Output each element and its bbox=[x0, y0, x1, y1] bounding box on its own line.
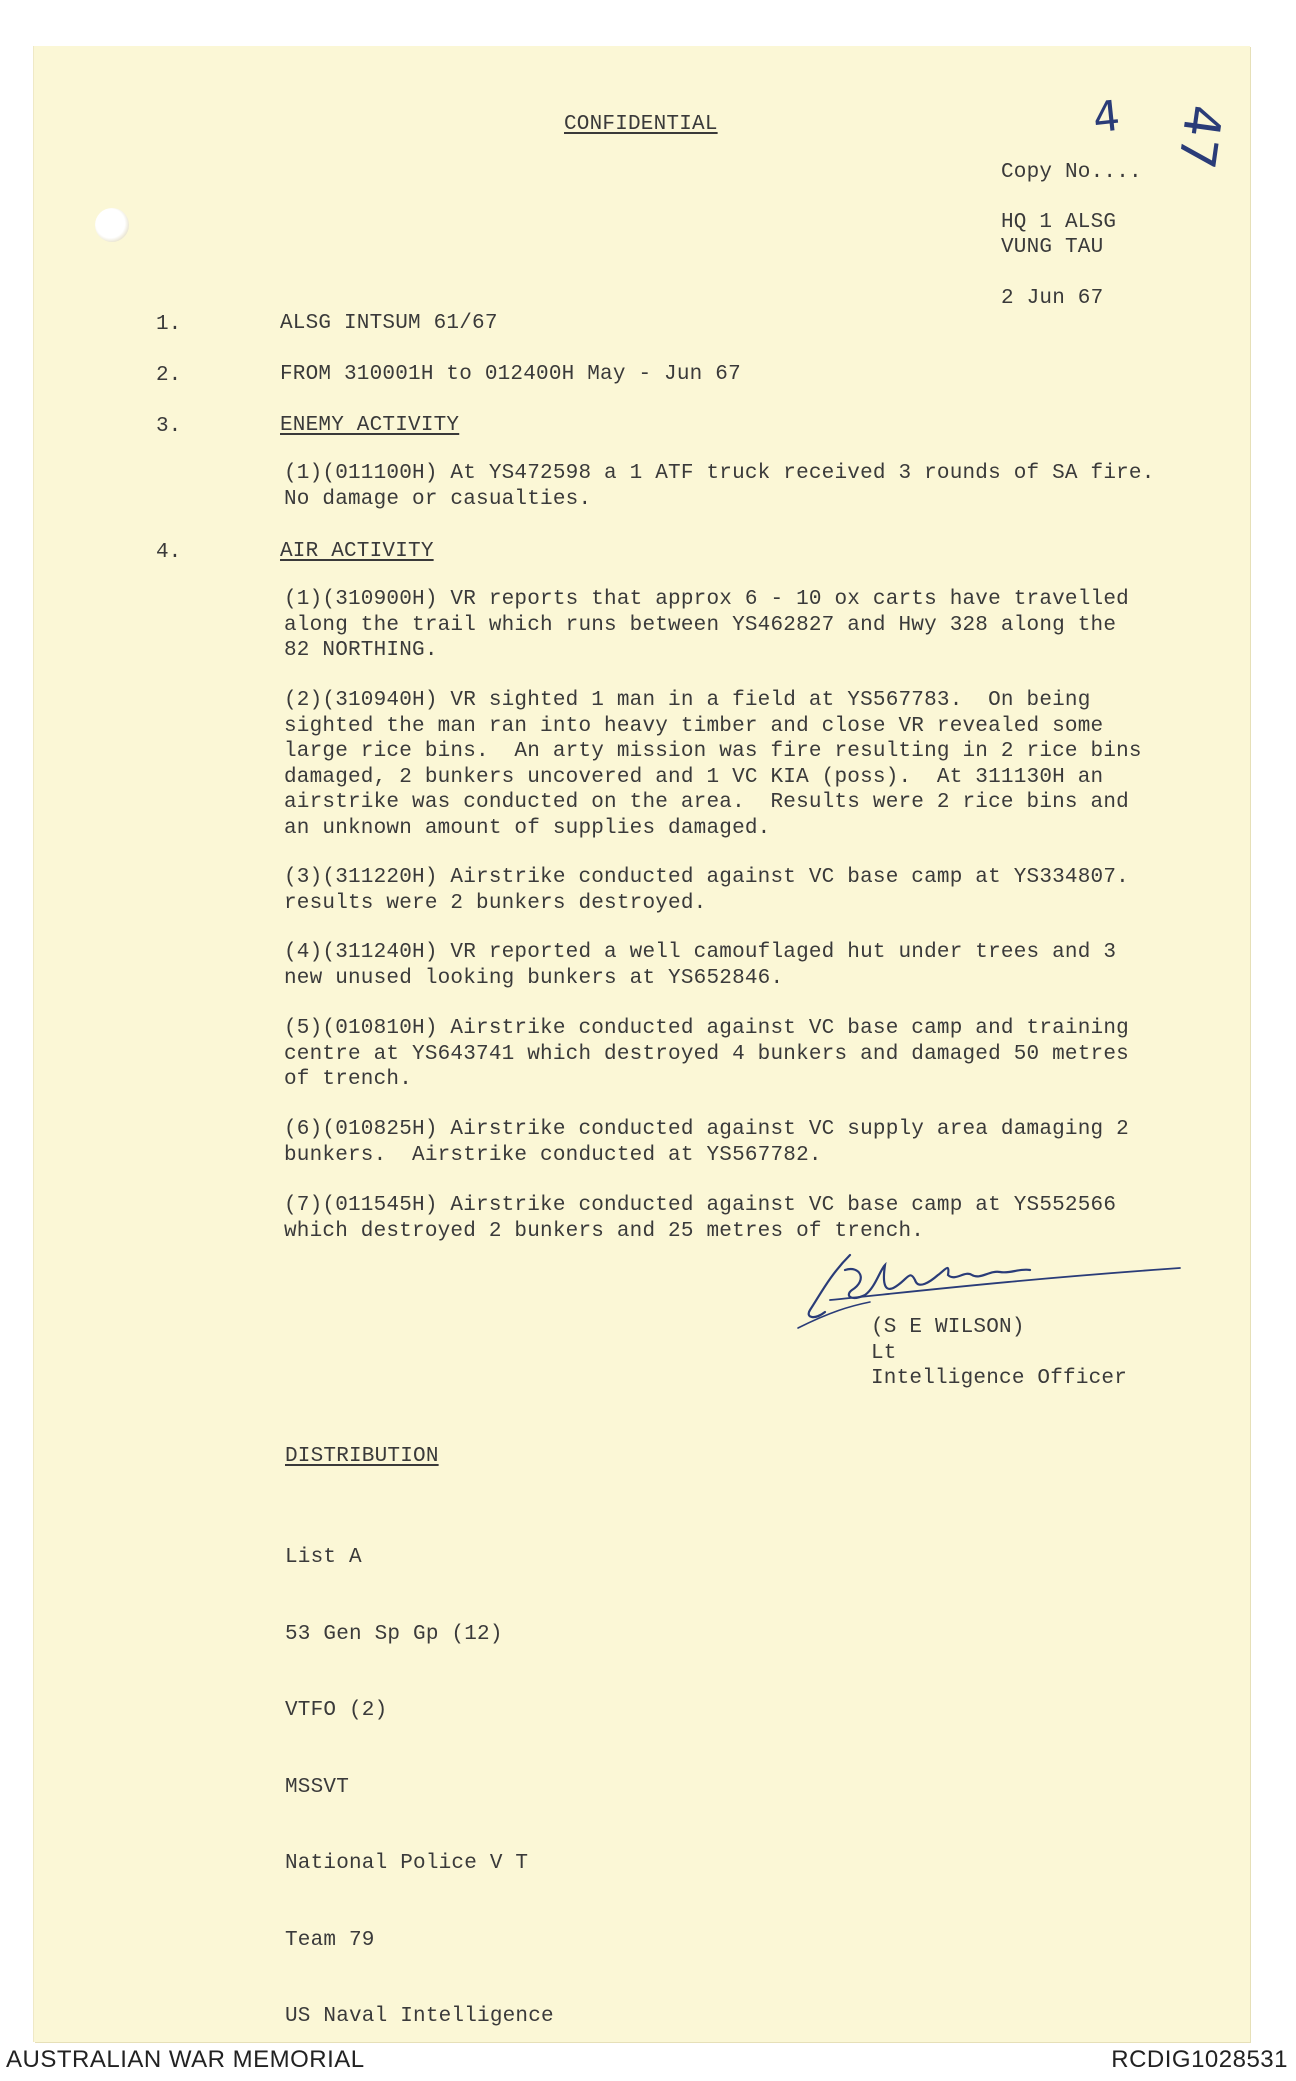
unit-name: HQ 1 ALSG bbox=[1001, 211, 1117, 234]
air-activity-paragraph-4: (4)(311240H) VR reported a well camouflaged hut under trees and 3 new unused looking bunkers at YS652846. bbox=[284, 941, 1117, 990]
archive-record-id: RCDIG1028531 bbox=[1111, 2046, 1288, 2073]
air-activity-heading: AIR ACTIVITY bbox=[280, 540, 434, 563]
signatory-name: (S E WILSON) bbox=[871, 1316, 1025, 1339]
air-activity-paragraph-6: (6)(010825H) Airstrike conducted against VC supply area damaging 2 bunkers. Airstrike conducted at YS567782. bbox=[284, 1118, 1129, 1167]
reporting-period: FROM 310001H to 012400H May - Jun 67 bbox=[280, 363, 741, 386]
air-activity-paragraph-2: (2)(310940H) VR sighted 1 man in a field at YS567783. On being sighted the man ran into heavy timber and close VR revealed some large rice bins. An arty mission was fire resulting in 2 rice bins damaged, 2 bunkers uncovered and 1 VC KIA (poss). At 311130H an airstrike was conducted on the area. Results were 2 rice bins and an unknown amount of supplies damaged. bbox=[284, 689, 1142, 840]
enemy-activity-paragraph-1: (1)(011100H) At YS472598 a 1 ATF truck received 3 rounds of SA fire. No damage or casualties. bbox=[284, 462, 1155, 511]
signatory-title: Intelligence Officer bbox=[871, 1367, 1128, 1390]
intsum-title: ALSG INTSUM 61/67 bbox=[280, 312, 498, 335]
copy-number: Copy No.... bbox=[1001, 161, 1142, 184]
item-number-3: 3. bbox=[156, 415, 182, 438]
signatory-rank: Lt bbox=[871, 1342, 897, 1365]
item-number-1: 1. bbox=[156, 313, 182, 336]
item-number-2: 2. bbox=[156, 364, 182, 387]
distribution-item: List A bbox=[285, 1546, 362, 1569]
document-date: 2 Jun 67 bbox=[1001, 287, 1104, 310]
distribution-item: National Police V T bbox=[285, 1852, 529, 1875]
item-number-4: 4. bbox=[156, 541, 182, 564]
distribution-item: US Naval Intelligence bbox=[285, 2005, 554, 2028]
distribution-item: MSSVT bbox=[285, 1775, 350, 1799]
archive-source-label: AUSTRALIAN WAR MEMORIAL bbox=[6, 2046, 365, 2073]
air-activity-paragraph-1: (1)(310900H) VR reports that approx 6 - 10 ox carts have travelled along the trail which runs between YS462827 and Hwy 328 along the 82 NORTHING. bbox=[284, 588, 1129, 662]
classification-heading: CONFIDENTIAL bbox=[564, 113, 718, 136]
unit-location: VUNG TAU bbox=[1001, 236, 1104, 259]
distribution-list bbox=[285, 1494, 554, 2055]
distribution-heading: DISTRIBUTION bbox=[285, 1445, 439, 1468]
enemy-activity-heading: ENEMY ACTIVITY bbox=[280, 414, 460, 437]
handwritten-copy-number: 4 bbox=[1090, 90, 1123, 143]
distribution-item: VTFO (2) bbox=[285, 1699, 388, 1722]
air-activity-paragraph-3: (3)(311220H) Airstrike conducted against VC base camp at YS334807. results were 2 bunkers destroyed. bbox=[284, 866, 1129, 915]
air-activity-paragraph-5: (5)(010810H) Airstrike conducted against VC base camp and training centre at YS643741 which destroyed 4 bunkers and damaged 50 metres of trench. bbox=[284, 1017, 1129, 1091]
handwritten-folio-number: 47 bbox=[1166, 101, 1233, 173]
distribution-item: Team 79 bbox=[285, 1928, 375, 1952]
air-activity-paragraph-7: (7)(011545H) Airstrike conducted against VC base camp at YS552566 which destroyed 2 bunkers and 25 metres of trench. bbox=[284, 1194, 1117, 1243]
distribution-item: 53 Gen Sp Gp (12) bbox=[285, 1622, 503, 1646]
punch-hole bbox=[95, 208, 129, 242]
